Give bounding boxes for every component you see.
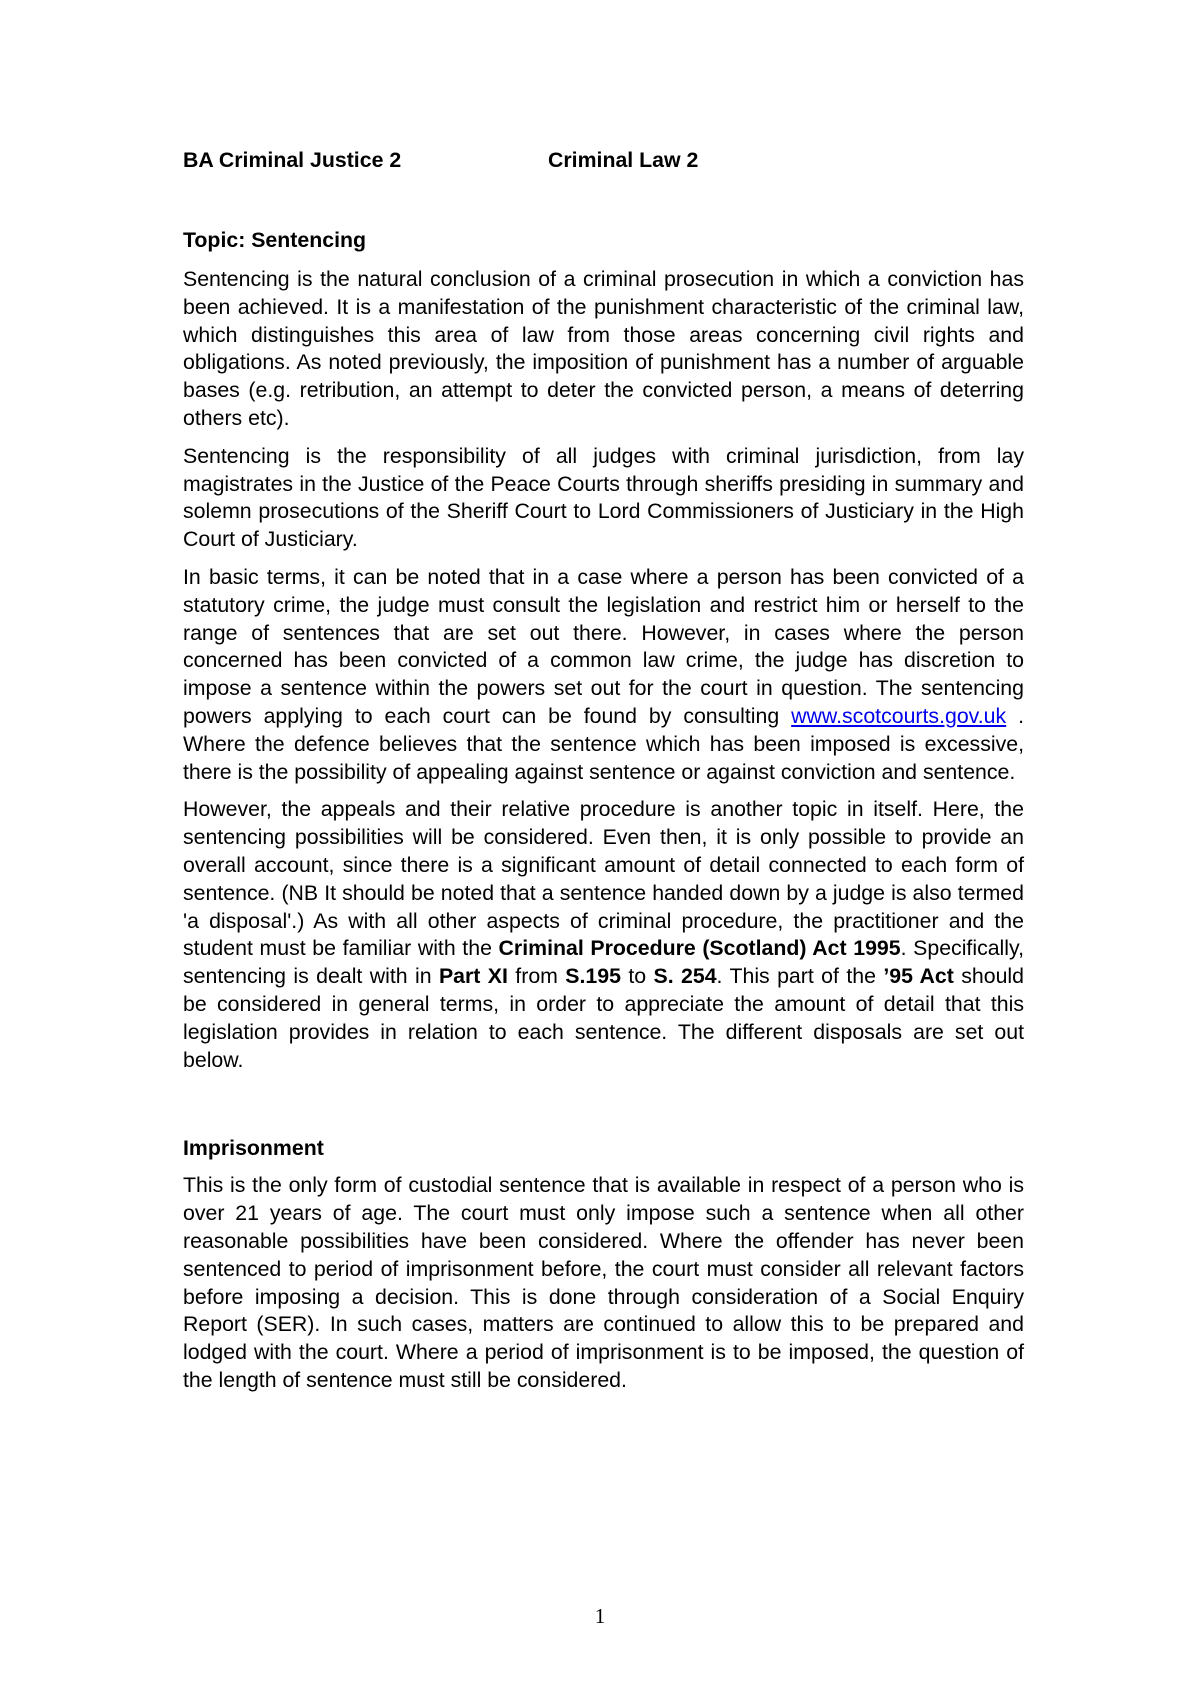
- part-reference: Part XI: [438, 964, 508, 989]
- page-number: 1: [594, 1604, 606, 1628]
- paragraph-appeals-text: . This part of the: [716, 964, 884, 989]
- document-header: [183, 146, 1024, 174]
- act-title: Criminal Procedure (Scotland) Act 1995: [498, 936, 901, 961]
- paragraph-appeals-text: However, the appeals and their relative procedure is another topic in itself. Here, the sentencing possibilities will be considered. Even then, it is only possible to provide an overall account, since there is a significant amount of detail connected to each form of sentence. (NB It should be noted that a sentence handed down by a judge is also termed 'a disposal'.) As with all other aspects of criminal procedure, the practitioner and the student must be familiar with the: [183, 797, 1024, 961]
- paragraph-appeals: [183, 796, 1024, 1074]
- section-start-reference: S.195: [565, 964, 621, 989]
- imprisonment-heading: Imprisonment: [183, 1136, 324, 1161]
- course-title: BA Criminal Justice 2: [183, 148, 402, 172]
- act-short-reference: ’95 Act: [883, 964, 954, 989]
- paragraph-appeals-text: should be considered in general terms, in order to appreciate the amount of detail that this legislation provides in relation to each sentence. The different disposals are set out below.: [183, 964, 1025, 1072]
- document-body: [183, 146, 1024, 1405]
- module-title: Criminal Law 2: [548, 148, 699, 172]
- paragraph-imprisonment: This is the only form of custodial sentence that is available in respect of a person who is over 21 years of age. The court must only impose such a sentence when all other reasonable possibilities have been considered. Where the offender has never been sentenced to period of imprisonment before, the court must consider all relevant factors before imposing a decision. This is done through consideration of a Social Enquiry Report (SER). In such cases, matters are continued to allow this to be prepared and lodged with the court. Where a period of imprisonment is to be imposed, the question of the length of sentence must still be considered.: [183, 1173, 1024, 1392]
- paragraph-basic-terms-text: In basic terms, it can be noted that in a case where a person has been convicted of a statutory crime, the judge must consult the legislation and restrict him or herself to the range of sentences that are set out there. However, in cases where the person concerned has been convicted of a common law crime, the judge has discretion to impose a sentence within the powers set out for the court in question. The sentencing powers applying to each court can be found by consulting: [183, 564, 1024, 728]
- paragraph-appeals-text: . Specifically, sentencing is dealt with in: [183, 936, 1025, 989]
- paragraph-appeals-text: from: [507, 964, 566, 989]
- paragraph-appeals-text: to: [620, 964, 654, 989]
- section-end-reference: S. 254: [653, 964, 717, 989]
- paragraph-basic-terms-text-end: . Where the defence believes that the sentence which has been imposed is excessive, there is the possibility of appealing against sentence or against conviction and sentence.: [183, 703, 1025, 784]
- paragraph-responsibility: Sentencing is the responsibility of all judges with criminal jurisdiction, from lay magistrates in the Justice of the Peace Courts through sheriffs presiding in summary and solemn prosecutions of the Sheriff Court to Lord Commissioners of Justiciary in the High Court of Justiciary.: [183, 443, 1024, 552]
- scotcourts-link[interactable]: www.scotcourts.gov.uk: [791, 703, 1007, 728]
- paragraph-intro: Sentencing is the natural conclusion of a criminal prosecution in which a conviction has been achieved. It is a manifestation of the punishment characteristic of the criminal law, which distinguishes this area of law from those areas concerning civil rights and obligations. As noted previously, the imposition of punishment has a number of arguable bases (e.g. retribution, an attempt to deter the convicted person, a means of deterring others etc).: [183, 267, 1024, 430]
- paragraph-basic-terms: [183, 564, 1024, 786]
- topic-heading: Topic: Sentencing: [183, 228, 366, 252]
